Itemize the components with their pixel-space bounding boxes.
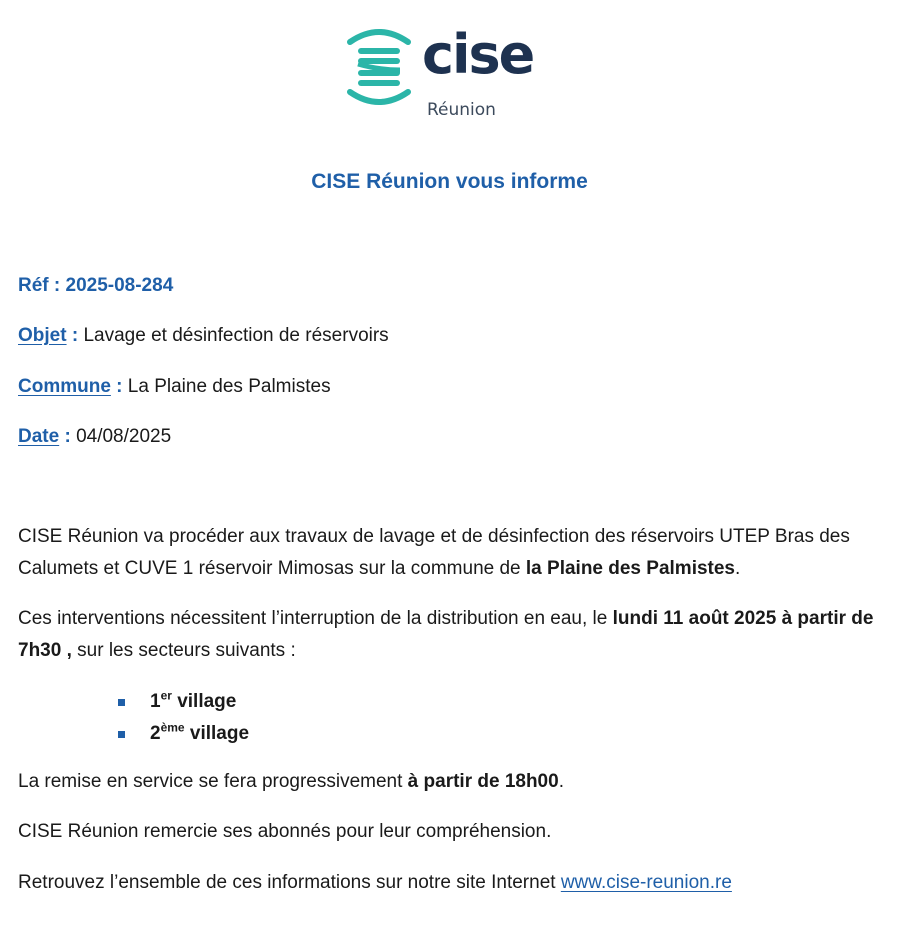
cise-logo-mark-icon — [344, 26, 414, 108]
date-line — [18, 426, 171, 448]
p2-end: sur les secteurs suivants : — [71, 640, 296, 661]
bullet-label: village — [171, 691, 237, 712]
p3-bold: à partir de 18h00 — [407, 771, 559, 792]
objet-sep: : — [66, 325, 79, 346]
logo-wordmark: cise — [422, 23, 534, 86]
bullet-sup: er — [160, 688, 172, 703]
commune-label: Commune — [18, 376, 111, 397]
bullet-square-icon — [118, 699, 125, 706]
date-value: 04/08/2025 — [70, 426, 172, 447]
bullet-sup: ème — [160, 720, 185, 735]
p2-text: Ces interventions nécessitent l’interruption de la distribution en eau, le — [18, 608, 613, 629]
bullet-label: village — [184, 723, 250, 744]
bullet-num: 1 — [150, 691, 161, 712]
website-link[interactable]: www.cise-reunion.re — [560, 872, 732, 893]
p2-bold: lundi 11 août 2025 à partir de 7h30 , — [18, 608, 874, 661]
commune-sep: : — [110, 376, 123, 397]
page-title: CISE Réunion vous informe — [311, 170, 588, 193]
objet-line — [18, 325, 389, 347]
commune-line — [18, 376, 331, 398]
p3-end: . — [558, 771, 564, 792]
paragraph-thanks — [18, 816, 878, 848]
p3-text: La remise en service se fera progressivement — [18, 771, 408, 792]
commune-value: La Plaine des Palmistes — [122, 376, 331, 397]
list-item — [118, 686, 249, 718]
paragraph-works — [18, 521, 878, 585]
objet-value: Lavage et désinfection de réservoirs — [78, 325, 389, 346]
ref-line — [18, 275, 173, 297]
p1-bold: la Plaine des Palmistes — [525, 558, 736, 579]
sector-list — [118, 686, 249, 750]
cise-logo — [344, 24, 544, 124]
ref-label: Réf : 2025-08-284 — [18, 275, 174, 296]
p1-text: CISE Réunion va procéder aux travaux de lavage et de désinfection des réservoirs UTEP Bras des Calumets et CUVE 1 réservoir Mimosas sur la commune de — [18, 526, 850, 579]
p4-text: CISE Réunion remercie ses abonnés pour leur compréhension. — [18, 821, 552, 842]
paragraph-website — [18, 867, 878, 899]
p1-end: . — [735, 558, 741, 579]
bullet-num: 2 — [150, 723, 161, 744]
date-sep: : — [59, 426, 71, 447]
objet-label: Objet — [18, 325, 67, 346]
paragraph-restore — [18, 766, 878, 798]
p5-text: Retrouvez l’ensemble de ces informations sur notre site Internet — [18, 872, 561, 893]
paragraph-interruption — [18, 603, 878, 667]
bullet-square-icon — [118, 731, 125, 738]
logo-subtitle: Réunion — [427, 100, 496, 120]
list-item — [118, 718, 249, 750]
date-label: Date — [18, 426, 60, 447]
